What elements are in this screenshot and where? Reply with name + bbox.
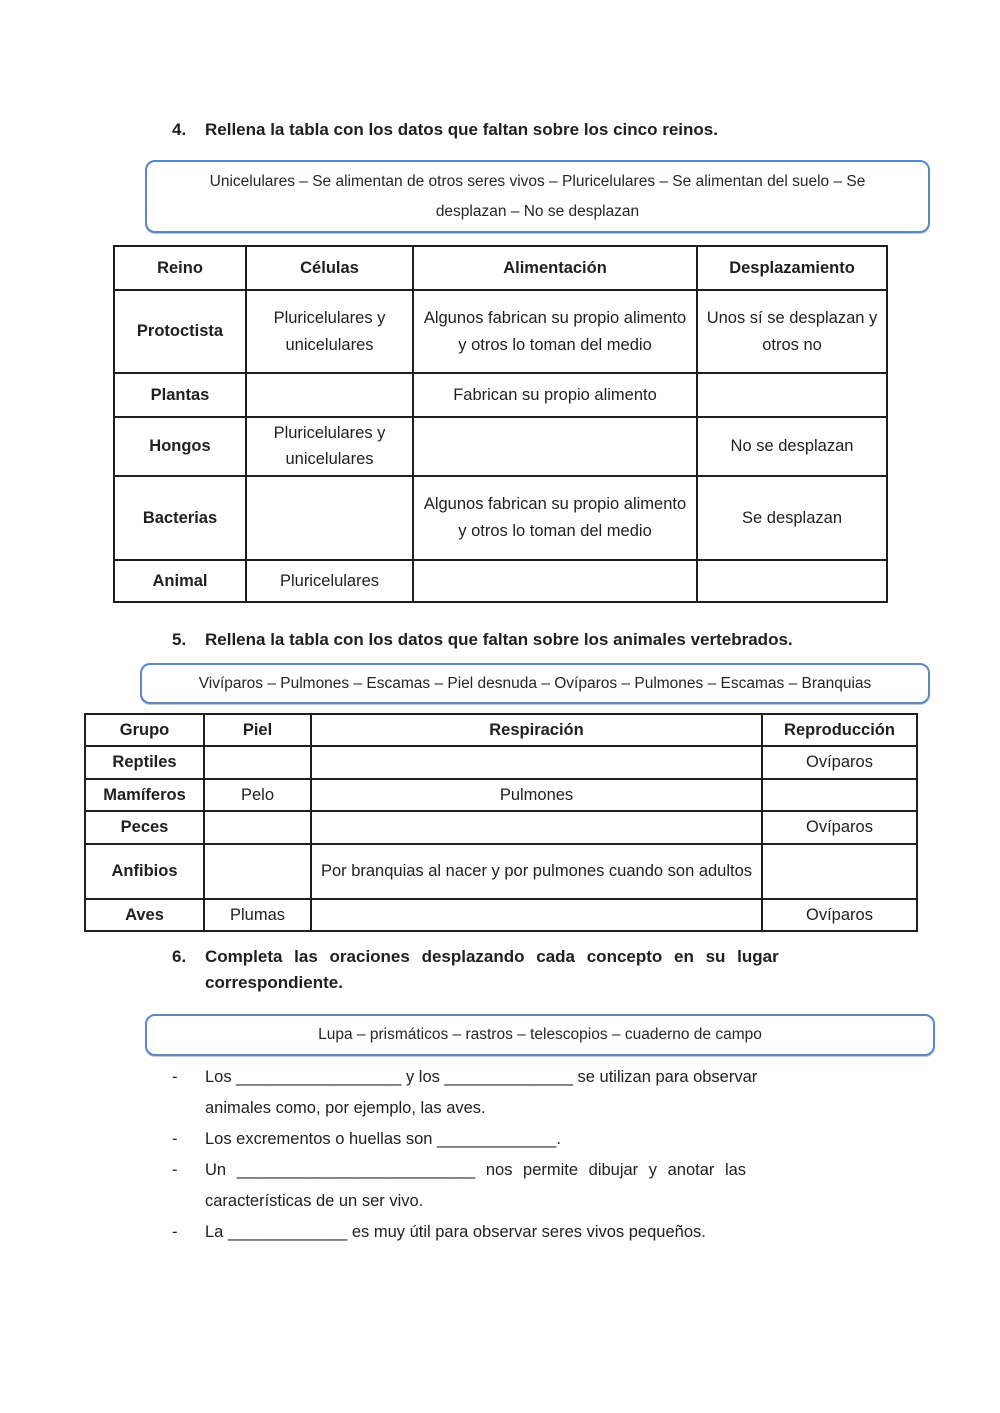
col-header-celulas: Células	[246, 246, 413, 290]
cell-alimentacion: Fabrican su propio alimento	[413, 373, 697, 417]
col-header-reproduccion: Reproducción	[762, 714, 917, 746]
sentence-line[interactable]: La _____________ es muy útil para observar seres vivos pequeños.	[205, 1223, 706, 1241]
cell-reproduccion-blank[interactable]	[762, 844, 917, 899]
table-row	[85, 844, 917, 899]
section6-word-bank[interactable]	[145, 1014, 935, 1056]
cell-grupo: Aves	[85, 899, 204, 931]
sentence-item	[172, 1217, 862, 1248]
table-row	[114, 290, 887, 373]
sentence-line[interactable]: Los __________________ y los ______________ se utilizan para observar	[205, 1068, 758, 1086]
section6-title-line2: correspondiente.	[205, 973, 343, 993]
col-header-grupo: Grupo	[85, 714, 204, 746]
cell-desplazamiento: No se desplazan	[697, 417, 887, 476]
dash-bullet: -	[172, 1068, 178, 1086]
cell-respiracion: Por branquias al nacer y por pulmones cuando son adultos	[311, 844, 762, 899]
cell-reino: Protoctista	[114, 290, 246, 373]
table-row	[85, 779, 917, 811]
section4-word-bank-text: Unicelulares – Se alimentan de otros seres vivos – Pluricelulares – Se alimentan del suelo – Se desplazan – No se desplazan	[209, 173, 866, 220]
cell-piel-blank[interactable]	[204, 844, 311, 899]
sentence-line: características de un ser vivo.	[205, 1192, 424, 1210]
cell-piel: Plumas	[204, 899, 311, 931]
dash-bullet: -	[172, 1161, 178, 1179]
cell-reino: Animal	[114, 560, 246, 602]
cell-reino: Plantas	[114, 373, 246, 417]
section6-number: 6.	[172, 947, 187, 966]
section4-word-bank[interactable]	[145, 160, 930, 233]
table-header-row	[85, 714, 917, 746]
section5-word-bank-text: Vivíparos – Pulmones – Escamas – Piel desnuda – Ovíparos – Pulmones – Escamas – Branquias	[198, 674, 872, 692]
cell-respiracion-blank[interactable]	[311, 811, 762, 843]
cell-reproduccion: Ovíparos	[762, 746, 917, 778]
table-header-row	[114, 246, 887, 290]
sentence-item	[172, 1062, 862, 1124]
table-row	[85, 899, 917, 931]
cell-grupo: Peces	[85, 811, 204, 843]
section6-title	[205, 944, 860, 997]
col-header-piel: Piel	[204, 714, 311, 746]
col-header-reino: Reino	[114, 246, 246, 290]
section6-title-line1: Completa las oraciones desplazando cada concepto en su lugar	[205, 947, 779, 966]
cell-piel-blank[interactable]	[204, 811, 311, 843]
table-row	[85, 811, 917, 843]
dash-bullet: -	[172, 1223, 178, 1241]
dash-bullet: -	[172, 1130, 178, 1148]
sentence-line[interactable]: Un __________________________ nos permite dibujar y anotar las	[205, 1161, 747, 1179]
fill-in-sentences	[172, 1062, 862, 1248]
cell-alimentacion-blank[interactable]	[413, 560, 697, 602]
table-row	[114, 560, 887, 602]
sentence-line[interactable]: Los excrementos o huellas son _____________.	[205, 1130, 561, 1148]
section5-title: Rellena la tabla con los datos que faltan sobre los animales vertebrados.	[205, 630, 793, 649]
sentence-item	[172, 1124, 862, 1155]
cell-piel: Pelo	[204, 779, 311, 811]
section4-heading	[172, 117, 872, 143]
section4-title: Rellena la tabla con los datos que faltan sobre los cinco reinos.	[205, 120, 718, 139]
cell-grupo: Mamíferos	[85, 779, 204, 811]
cell-alimentacion: Algunos fabrican su propio alimento y otros lo toman del medio	[413, 290, 697, 373]
col-header-respiracion: Respiración	[311, 714, 762, 746]
cell-grupo: Anfibios	[85, 844, 204, 899]
col-header-desplazamiento: Desplazamiento	[697, 246, 887, 290]
vertebrates-table	[84, 713, 918, 932]
cell-respiracion-blank[interactable]	[311, 899, 762, 931]
section5-number: 5.	[172, 630, 187, 649]
cell-celulas-blank[interactable]	[246, 476, 413, 560]
cell-reproduccion: Ovíparos	[762, 899, 917, 931]
cell-reino: Hongos	[114, 417, 246, 476]
cell-celulas-blank[interactable]	[246, 373, 413, 417]
table-row	[114, 417, 887, 476]
section4-number: 4.	[172, 120, 187, 139]
sentence-item	[172, 1155, 862, 1217]
cell-desplazamiento-blank[interactable]	[697, 373, 887, 417]
cell-desplazamiento: Unos sí se desplazan y otros no	[697, 290, 887, 373]
cell-celulas: Pluricelulares y unicelulares	[246, 290, 413, 373]
cell-desplazamiento-blank[interactable]	[697, 560, 887, 602]
sentence-line: animales como, por ejemplo, las aves.	[205, 1099, 486, 1117]
cell-celulas: Pluricelulares	[246, 560, 413, 602]
cell-celulas: Pluricelulares y unicelulares	[246, 417, 413, 476]
cell-reino: Bacterias	[114, 476, 246, 560]
cell-piel-blank[interactable]	[204, 746, 311, 778]
section5-word-bank[interactable]	[140, 663, 930, 704]
cell-reproduccion-blank[interactable]	[762, 779, 917, 811]
cell-alimentacion: Algunos fabrican su propio alimento y otros lo toman del medio	[413, 476, 697, 560]
table-row	[114, 373, 887, 417]
cell-grupo: Reptiles	[85, 746, 204, 778]
section6-word-bank-text: Lupa – prismáticos – rastros – telescopios – cuaderno de campo	[318, 1026, 762, 1044]
table-row	[114, 476, 887, 560]
section6-heading	[172, 944, 860, 997]
cell-desplazamiento: Se desplazan	[697, 476, 887, 560]
col-header-alimentacion: Alimentación	[413, 246, 697, 290]
table-row	[85, 746, 917, 778]
cell-alimentacion-blank[interactable]	[413, 417, 697, 476]
section5-heading	[172, 627, 912, 653]
cell-respiracion-blank[interactable]	[311, 746, 762, 778]
cell-respiracion: Pulmones	[311, 779, 762, 811]
cell-reproduccion: Ovíparos	[762, 811, 917, 843]
kingdoms-table	[113, 245, 888, 603]
